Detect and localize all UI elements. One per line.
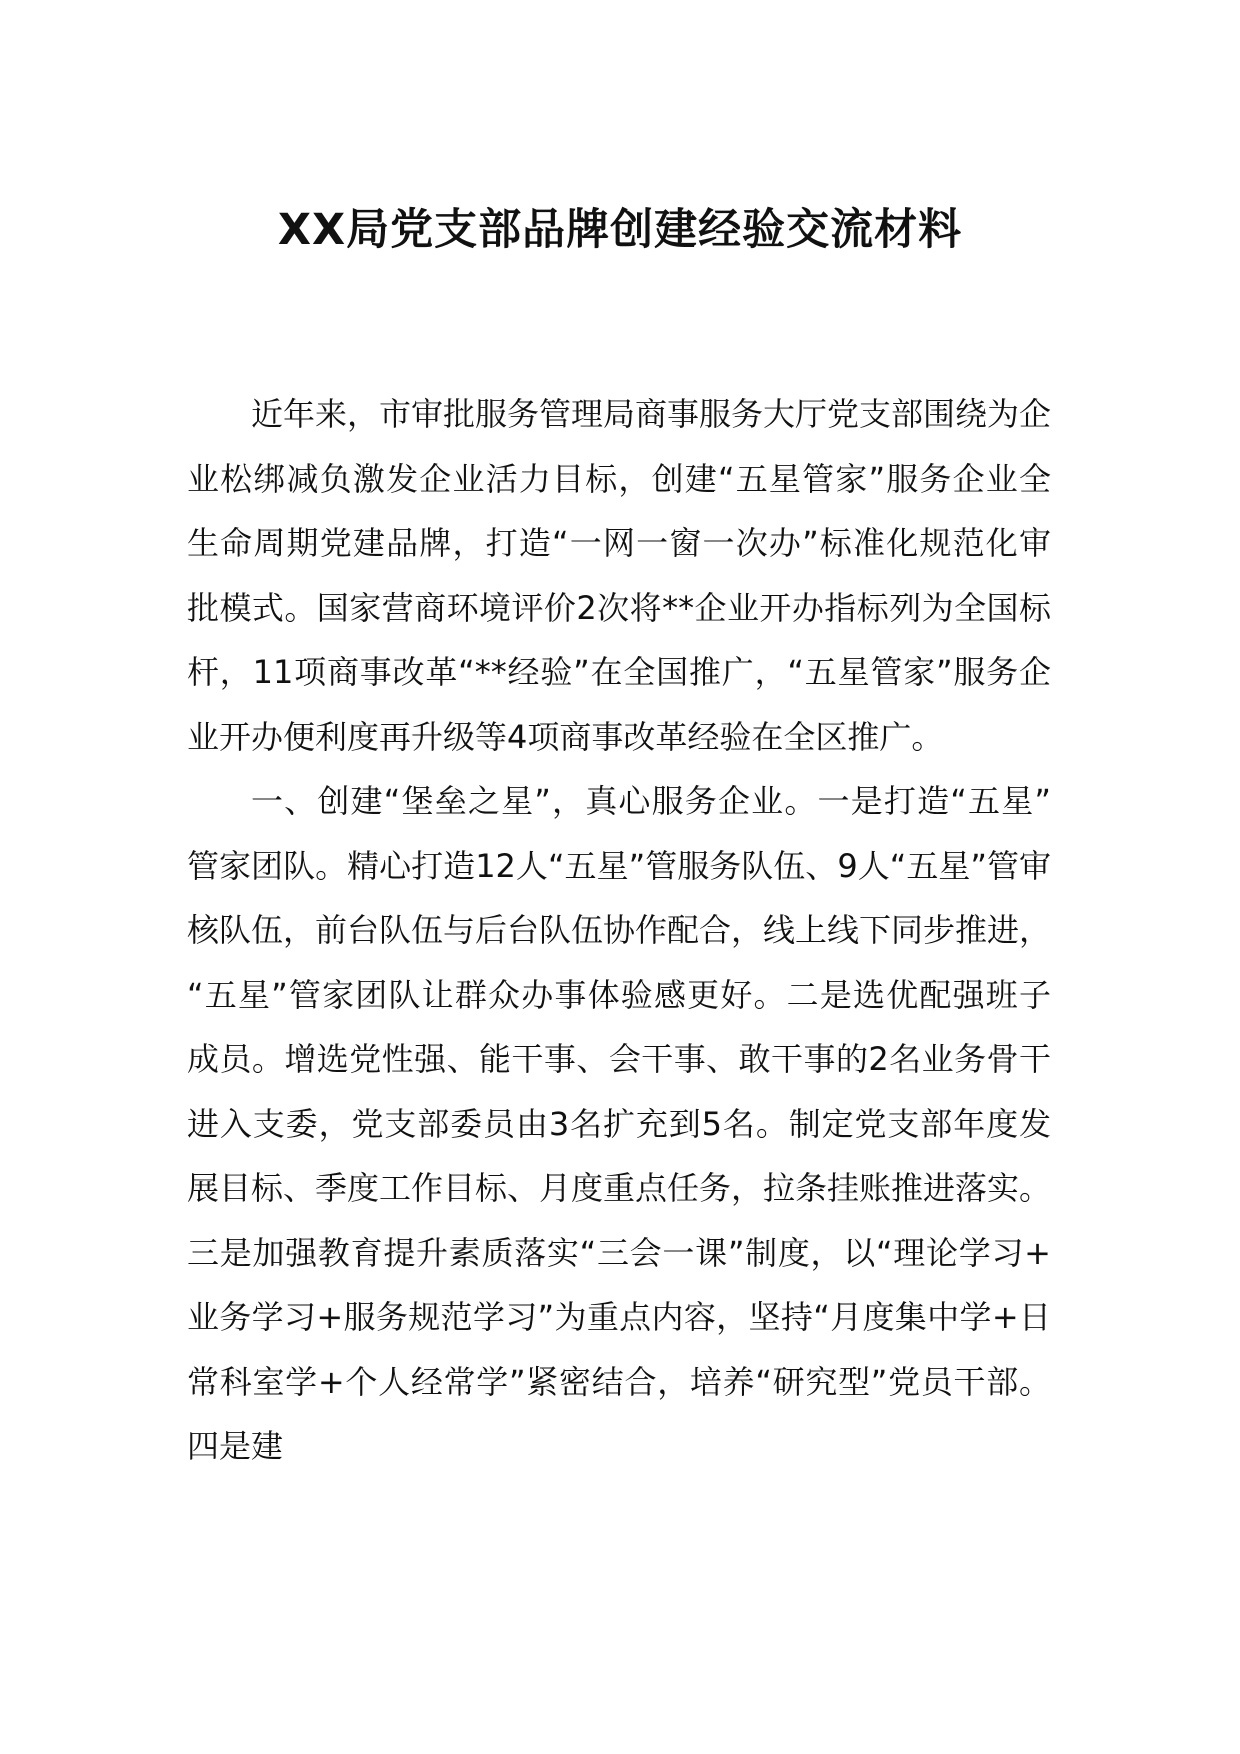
paragraph-intro: 近年来，市审批服务管理局商事服务大厅党支部围绕为企业松绑减负激发企业活力目标，创建“五星管家”服务企业全生命周期党建品牌，打造“一网一窗一次办”标准化规范化审批模式。国家营商环境评价2次将**企业开办指标列为全国标杆，11项商事改革“**经验”在全国推广，“五星管家”服务企业开办便利度再升级等4项商事改革经验在全区推广。 bbox=[187, 395, 1052, 756]
document-title: XX局党支部品牌创建经验交流材料 bbox=[277, 205, 963, 255]
document-body bbox=[187, 382, 1051, 1479]
paragraph-section-one: 一、创建“堡垒之星”，真心服务企业。一是打造“五星”管家团队。精心打造12人“五星”管服务队伍、9人“五星”管审核队伍，前台队伍与后台队伍协作配合，线上线下同步推进，“五星”管家团队让群众办事体验感更好。二是选优配强班子成员。增选党性强、能干事、会干事、敢干事的2名业务骨干进入支委，党支部委员由3名扩充到5名。制定党支部年度发展目标、季度工作目标、月度重点任务，拉条挂账推进落实。三是加强教育提升素质落实“三会一课”制度，以“理论学习+业务学习+服务规范学习”为重点内容，坚持“月度集中学+日常科室学+个人经常学”紧密结合，培养“研究型”党员干部。四是建 bbox=[187, 782, 1052, 1465]
